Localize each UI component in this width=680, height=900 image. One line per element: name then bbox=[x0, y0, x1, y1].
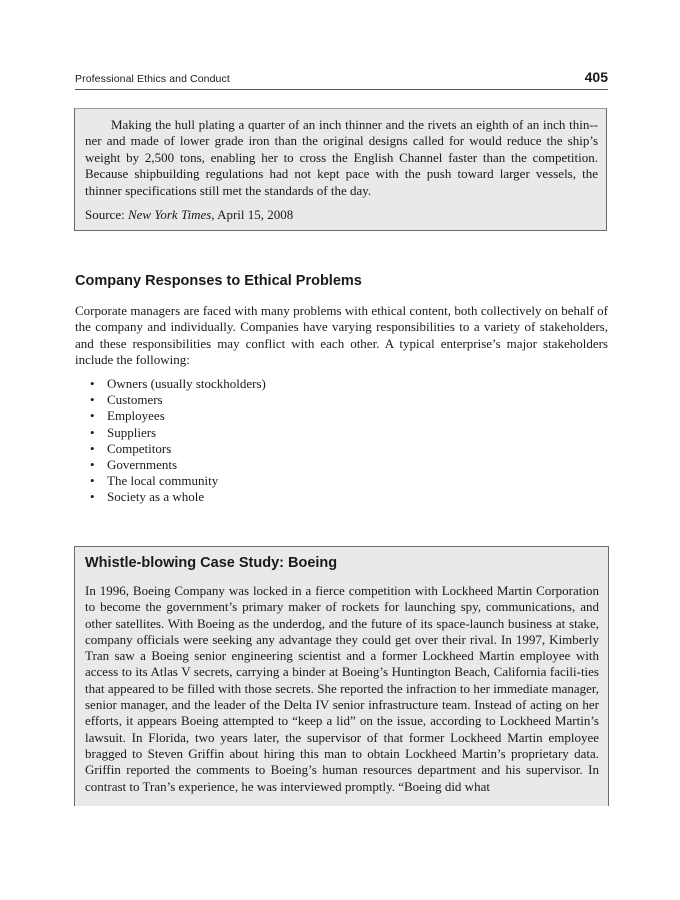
list-item: • Customers bbox=[90, 392, 266, 408]
section-heading: Company Responses to Ethical Problems bbox=[75, 273, 362, 289]
titanic-excerpt-box bbox=[74, 108, 607, 231]
list-item: • Owners (usually stockholders) bbox=[90, 376, 266, 392]
section-paragraph: Corporate managers are faced with many problems with ethical content, both collectively on behalf of the company and individually. Companies have varying responsibilities to a variety of stakeholders, and these responsibilities may conflict with each other. A typical enterprise’s major stakeholders include the following: bbox=[75, 303, 608, 368]
source-label: Source: bbox=[85, 207, 125, 222]
list-item: • Employees bbox=[90, 408, 266, 424]
case-study-box bbox=[74, 546, 609, 806]
list-item: • Suppliers bbox=[90, 425, 266, 441]
case-study-text: In 1996, Boeing Company was locked in a fierce competition with Lockheed Martin Corporation to become the government’s primary maker of rockets for launching spy, communications, and other satellites. With Boeing as the underdog, and the future of its space-launch business at stake, company officials were seeking any advantage they could get over their rival. In 1997, Kimberly Tran saw a Boeing senior engineering scientist and a former Lockheed Martin employee with access to its Atlas V secrets, carrying a binder at Boeing’s Huntington Beach, California facili-ties that appeared to be filled with those secrets. She reported the infraction to her immediate manager, senior manager, and the leader of the Delta IV senior infrastructure team. Instead of acting on her efforts, it appears Boeing attempted to “keep a lid” on the issue, according to Lockheed Martin’s lawsuit. In Florida, two years later, the supervisor of that former Lockheed Martin employee bragged to Steven Griffin about hiring this man to obtain Lockheed Martin’s proprietary data. Griffin reported the comments to Boeing’s human resources department and his supervisor. In contrast to Tran’s experience, he was interviewed promptly. “Boeing did what bbox=[85, 583, 599, 794]
list-item: • The local community bbox=[90, 473, 266, 489]
running-head: Professional Ethics and Conduct bbox=[75, 73, 230, 85]
excerpt-text: Making the hull plating a quarter of an inch thinner and the rivets an eighth of an inch thin-ner and made of lower grade iron than the original designs called for would reduce the ship’s weight by 2,500 tons, enabling her to cross the English Channel faster than the competition. Because shipbuilding regulations had not kept pace with the push toward larger vessels, the thinner specifications still met the standards of the day. bbox=[85, 117, 598, 198]
case-study-title: Whistle-blowing Case Study: Boeing bbox=[85, 555, 338, 571]
list-item: • Governments bbox=[90, 457, 266, 473]
source-publication: New York Times bbox=[127, 207, 212, 222]
stakeholder-list bbox=[90, 376, 266, 506]
list-item: • Society as a whole bbox=[90, 489, 266, 505]
list-item: • Competitors bbox=[90, 441, 266, 457]
source-date: , April 15, 2008 bbox=[211, 207, 294, 222]
page-header bbox=[75, 70, 608, 90]
page-number: 405 bbox=[584, 69, 608, 85]
excerpt-source bbox=[85, 207, 293, 223]
